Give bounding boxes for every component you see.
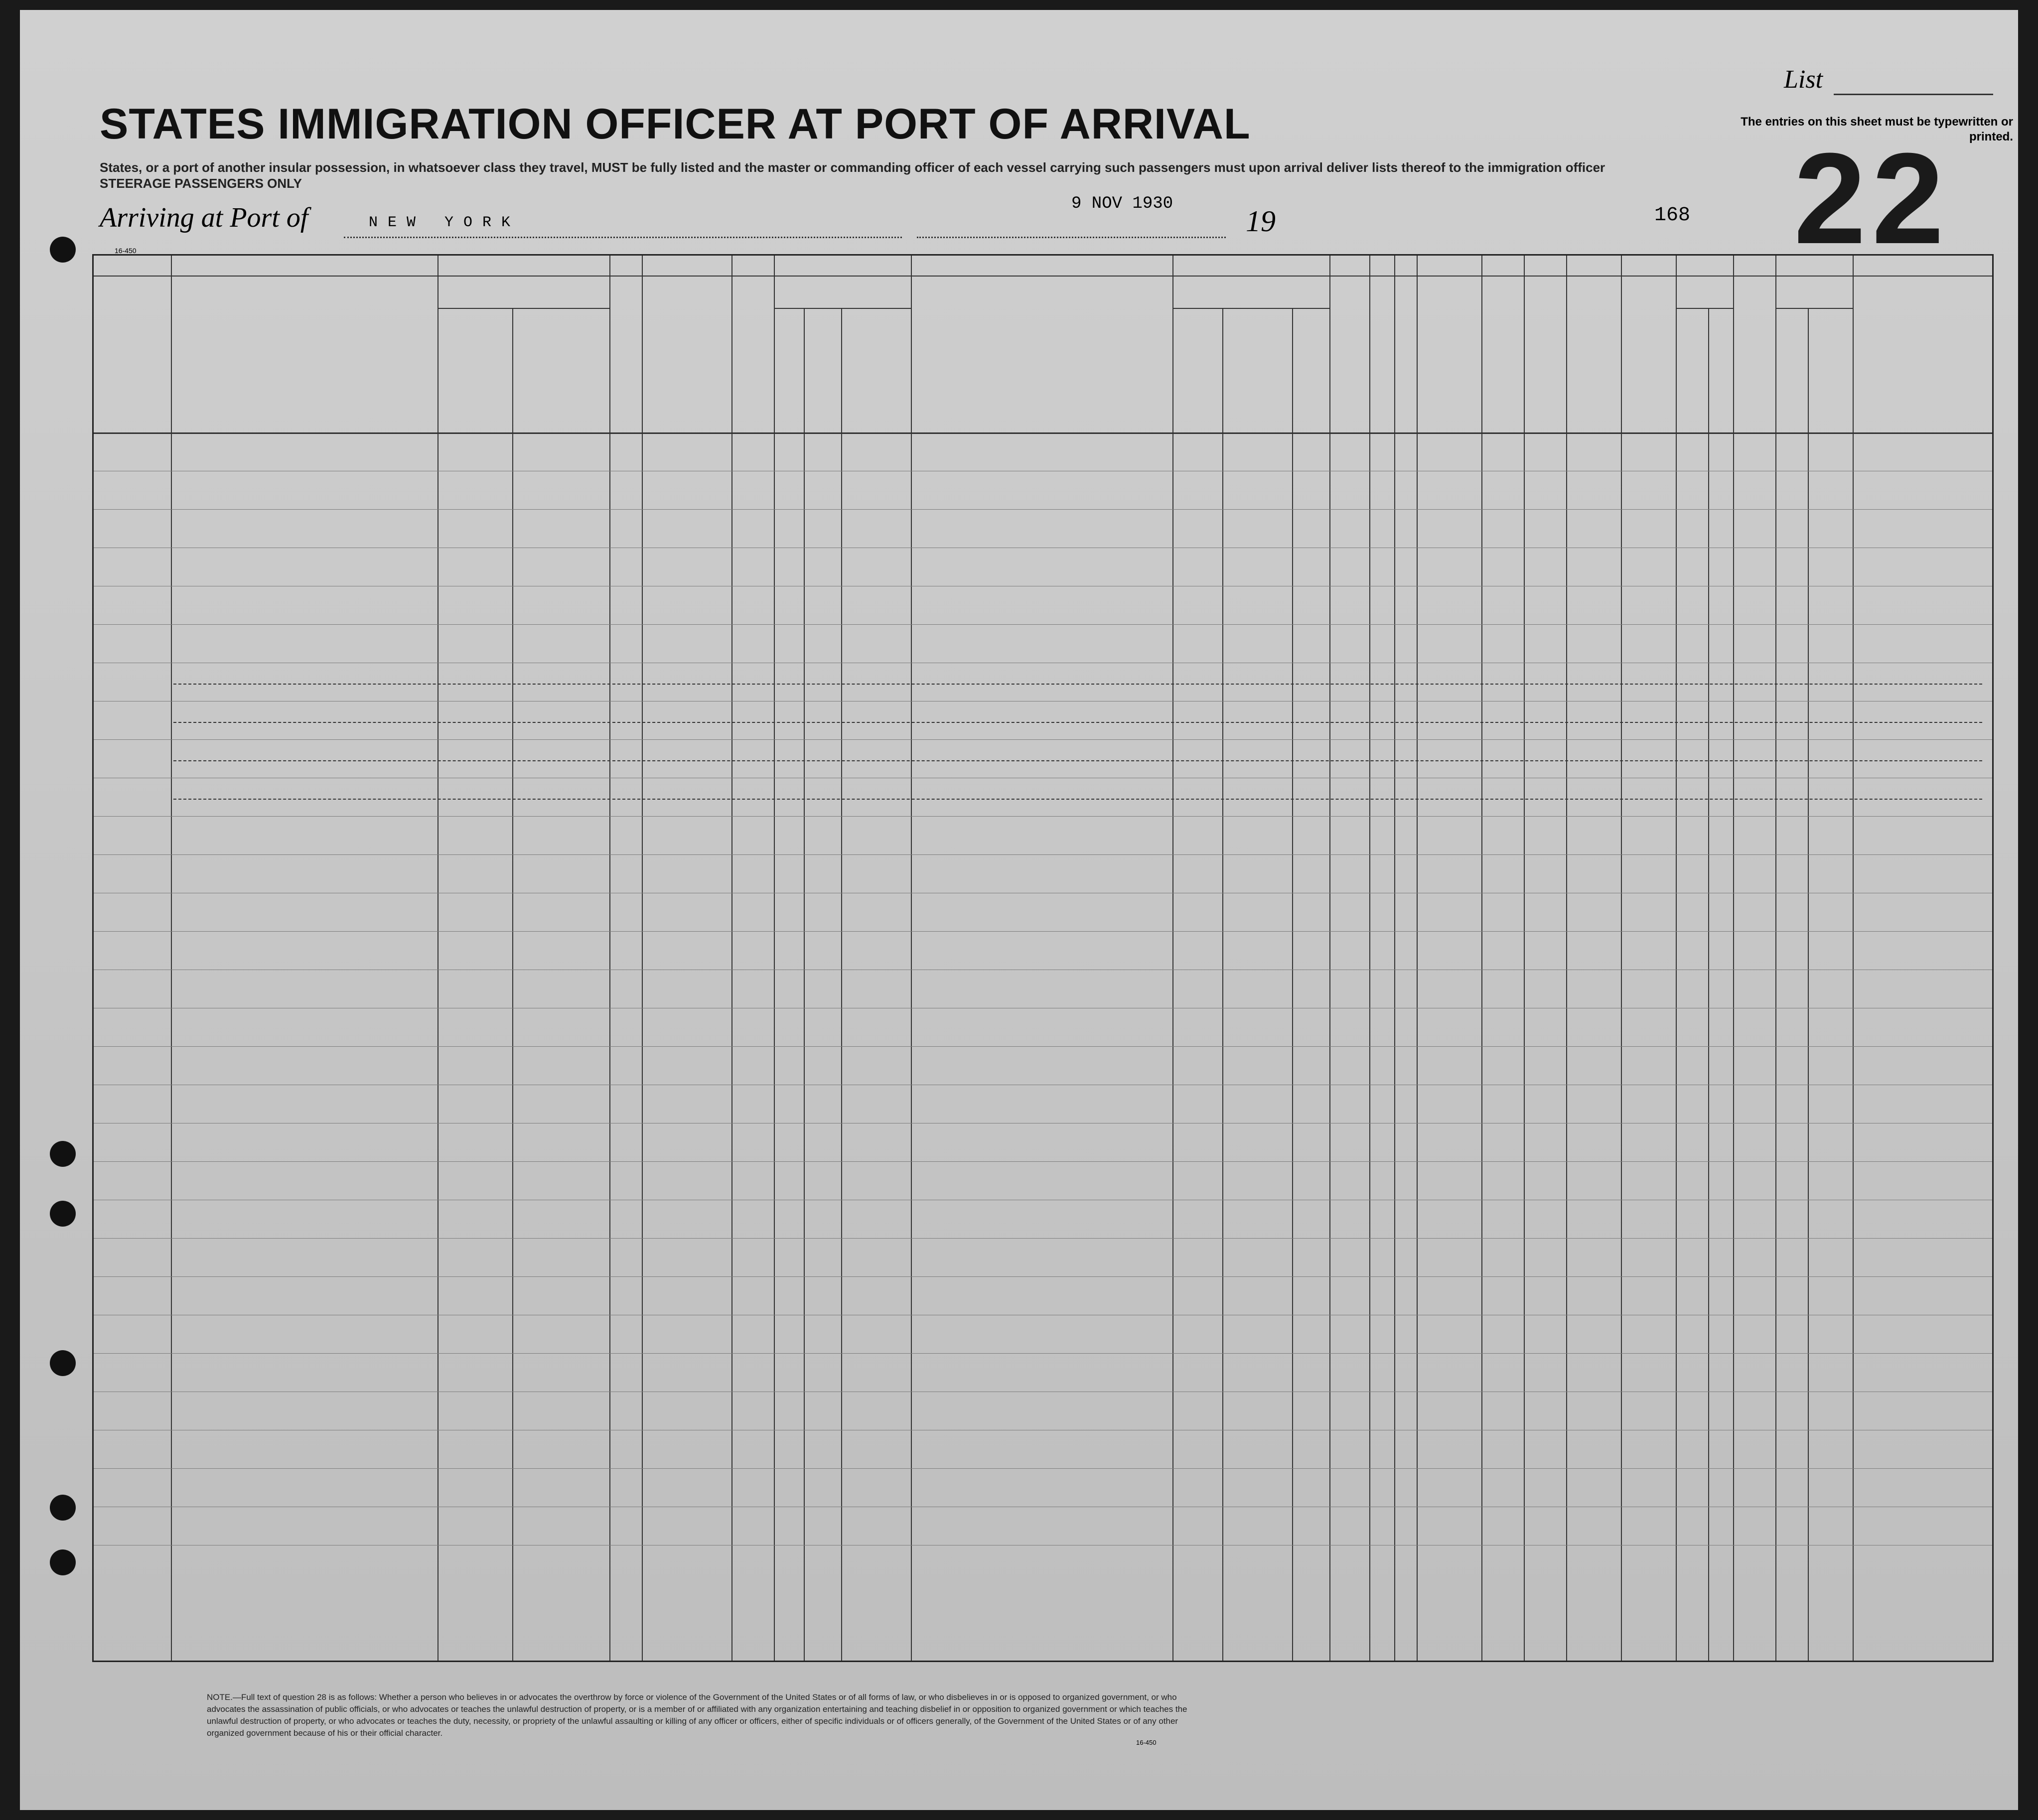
- column-divider: [642, 256, 643, 1661]
- row-divider: [94, 624, 1992, 625]
- header-divider: [94, 276, 1992, 277]
- header-subdivider: [1172, 308, 1329, 309]
- punch-hole: [50, 1141, 76, 1167]
- typewritten-note: The entries on this sheet must be typewritten or printed.: [1741, 115, 2013, 143]
- year-prefix: 19: [1246, 205, 1276, 238]
- form-code: 16-450: [115, 247, 137, 255]
- column-divider: [1329, 256, 1330, 1661]
- column-divider: [1733, 256, 1734, 1661]
- row-divider: [94, 854, 1992, 855]
- column-divider: [1417, 256, 1418, 1661]
- column-divider: [1524, 256, 1525, 1661]
- column-divider: [1481, 256, 1482, 1661]
- page-title: STATES IMMIGRATION OFFICER AT PORT OF ARRIVAL: [100, 100, 1251, 148]
- punch-hole: [50, 1201, 76, 1227]
- footnote-code: 16-450: [1136, 1739, 1157, 1746]
- column-divider: [512, 308, 513, 1661]
- row-divider: [94, 1276, 1992, 1277]
- column-divider: [1621, 256, 1622, 1661]
- punch-hole: [50, 1350, 76, 1376]
- row-divider: [94, 816, 1992, 817]
- punch-hole: [50, 237, 76, 263]
- cancel-line: [173, 722, 1982, 723]
- footnote: NOTE.—Full text of question 28 is as follows: Whether a person who believes in or advocates the overthrow by force or violence of the Government of the United States or of all forms of law, or who disbelieves in or is opposed to organized government, or who advocates the assassination of public officials, or who advocates or teaches the unlawful destruction of property, or is a member of or affiliated with any organization entertaining and teaching disbelief in or opposition to organized government or which teaches the unlawful destruction of property, or who advocates or teaches the duty, necessity, or propriety of the unlawful assaulting or killing of any officer or officers, either of specific individuals or of officers generally, of the Government of the United States or of any other organized government because of his or their official character.: [207, 1692, 1187, 1738]
- column-divider: [437, 256, 438, 1661]
- row-divider: [94, 1353, 1992, 1354]
- column-divider: [1676, 256, 1677, 1661]
- row-divider: [94, 509, 1992, 510]
- port-of-arrival: NEW YORK: [369, 214, 521, 231]
- page-number: 168: [1654, 204, 1691, 227]
- column-divider: [1172, 256, 1173, 1661]
- column-divider: [731, 256, 732, 1661]
- column-divider: [1708, 308, 1709, 1661]
- row-divider: [94, 931, 1992, 932]
- punch-hole: [50, 1495, 76, 1521]
- column-divider: [609, 256, 610, 1661]
- column-divider: [1853, 256, 1854, 1661]
- arriving-label: Arriving at Port of: [100, 202, 308, 233]
- page-subtitle: [100, 159, 1744, 191]
- list-line: [1834, 94, 1993, 95]
- header-subdivider: [437, 308, 609, 309]
- column-divider: [911, 256, 912, 1661]
- manifest-table: [92, 254, 1994, 1662]
- column-divider: [171, 256, 172, 1661]
- subtitle-text: States, or a port of another insular possession, in whatsoever class they travel, MUST be fully listed and the master or commanding officer of each vessel carrying such passengers must upon arrival deliver lists thereof to the immigration officer: [100, 160, 1605, 175]
- column-divider: [804, 308, 805, 1661]
- column-divider: [1566, 256, 1567, 1661]
- column-divider: [1394, 256, 1395, 1661]
- row-divider: [94, 1468, 1992, 1469]
- row-divider: [94, 1238, 1992, 1239]
- list-label: List: [1784, 65, 1823, 94]
- row-divider: [94, 739, 1992, 740]
- row-divider: [94, 1046, 1992, 1047]
- date-stamp: 9 NOV 1930: [1071, 194, 1173, 213]
- date-line: [917, 237, 1226, 238]
- column-divider: [774, 256, 775, 1661]
- column-divider: [1808, 308, 1809, 1661]
- cancel-line: [173, 684, 1982, 685]
- header-subdivider: [1676, 308, 1733, 309]
- header-bottom-line: [94, 432, 1992, 434]
- cancel-line: [173, 760, 1982, 761]
- column-divider: [1369, 256, 1370, 1661]
- header-subdivider: [774, 308, 911, 309]
- manifest-sheet: [20, 10, 2018, 1810]
- row-divider: [94, 1161, 1992, 1162]
- column-divider: [1292, 308, 1293, 1661]
- list-number: 22: [1794, 127, 1950, 271]
- punch-hole: [50, 1549, 76, 1575]
- column-divider: [1222, 308, 1223, 1661]
- steerage-label: STEERAGE PASSENGERS ONLY: [100, 176, 302, 191]
- column-divider: [1775, 256, 1776, 1661]
- cancel-line: [173, 799, 1982, 800]
- port-line: [344, 237, 902, 238]
- column-divider: [841, 308, 842, 1661]
- header-subdivider: [1775, 308, 1853, 309]
